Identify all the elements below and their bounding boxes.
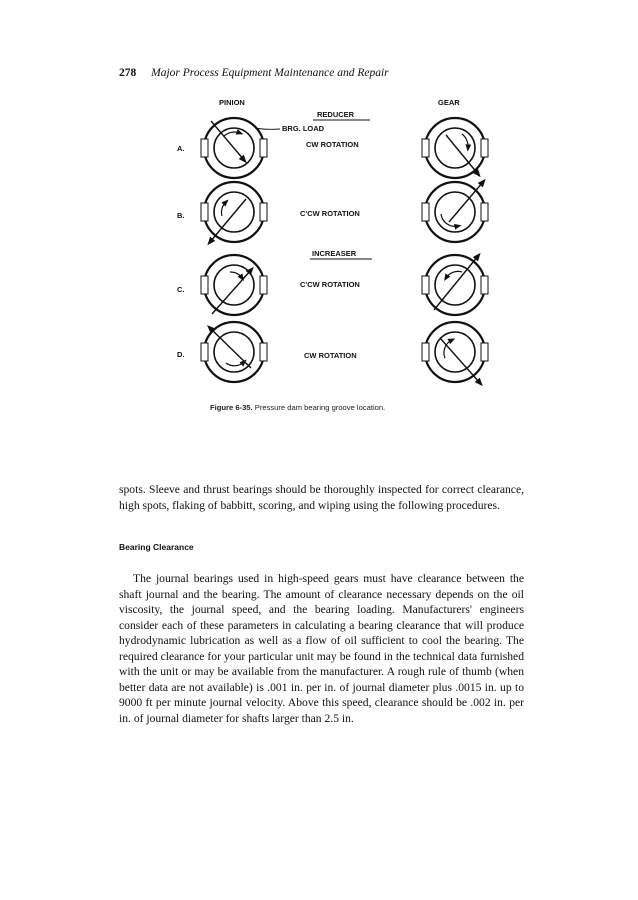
- row-letter: C.: [177, 285, 185, 294]
- brg-load-label: BRG. LOAD: [282, 124, 325, 133]
- pinion-label: PINION: [219, 98, 245, 107]
- pressure-dam-figure: [0, 0, 638, 420]
- pinion-bearing: [201, 255, 267, 315]
- rotation-label: CW ROTATION: [304, 351, 357, 360]
- pinion-bearing: [201, 322, 267, 382]
- book-title: Major Process Equipment Maintenance and Repair: [151, 67, 389, 79]
- row-letter: D.: [177, 350, 185, 359]
- gear-bearing: [422, 322, 488, 383]
- row-letter: A.: [177, 144, 185, 153]
- pinion-bearing: [201, 182, 267, 242]
- gear-bearing: [422, 182, 488, 242]
- figure-caption: [210, 403, 385, 412]
- rotation-label: CW ROTATION: [306, 140, 359, 149]
- paragraph-2: The journal bearings used in high-speed gears must have clearance between the shaft journal and the bearing. The amount of clearance necessary depends on the oil viscosity, the journal speed, and the bearing loading. Manufacturers' engineers consider each of these parameters in calculating a bearing clearance that will produce hydrodynamic lubrication as well as a flow of oil sufficient to cool the bearing. The required clearance for your particular unit may be found in the technical data furnished with the unit or may be available from the manufacturer. A rough rule of thumb (when better data are not available) is .001 in. per in. of journal diameter plus .0015 in. up to 9000 ft per minute journal velocity. Above this speed, clearance should be .002 in. per in. of journal diameter for shafts larger than 2.5 in.: [119, 572, 524, 725]
- pinion-bearing: [201, 118, 267, 178]
- figure-number: Figure 6-35.: [210, 403, 253, 412]
- gear-bearing: [422, 255, 488, 315]
- figure-caption-text: Pressure dam bearing groove location.: [254, 403, 386, 412]
- gear-bearing: [422, 118, 488, 178]
- figure-row-c: [177, 255, 488, 315]
- reducer-label: REDUCER: [317, 110, 355, 119]
- gear-label: GEAR: [438, 98, 460, 107]
- figure-row-d: [177, 322, 488, 383]
- figure-row-b: [177, 182, 488, 242]
- section-heading: Bearing Clearance: [119, 542, 194, 552]
- paragraph-1: spots. Sleeve and thrust bearings should be thoroughly inspected for correct clearance, high spots, flaking of babbitt, scoring, and wiping using the following procedures.: [119, 483, 524, 512]
- page-number: 278: [119, 67, 137, 79]
- row-letter: B.: [177, 211, 185, 220]
- brg-load-leader: [255, 128, 280, 129]
- increaser-label: INCREASER: [312, 249, 357, 258]
- rotation-label: C'CW ROTATION: [300, 280, 360, 289]
- figure-row-a: [177, 118, 488, 178]
- rotation-label: C'CW ROTATION: [300, 209, 360, 218]
